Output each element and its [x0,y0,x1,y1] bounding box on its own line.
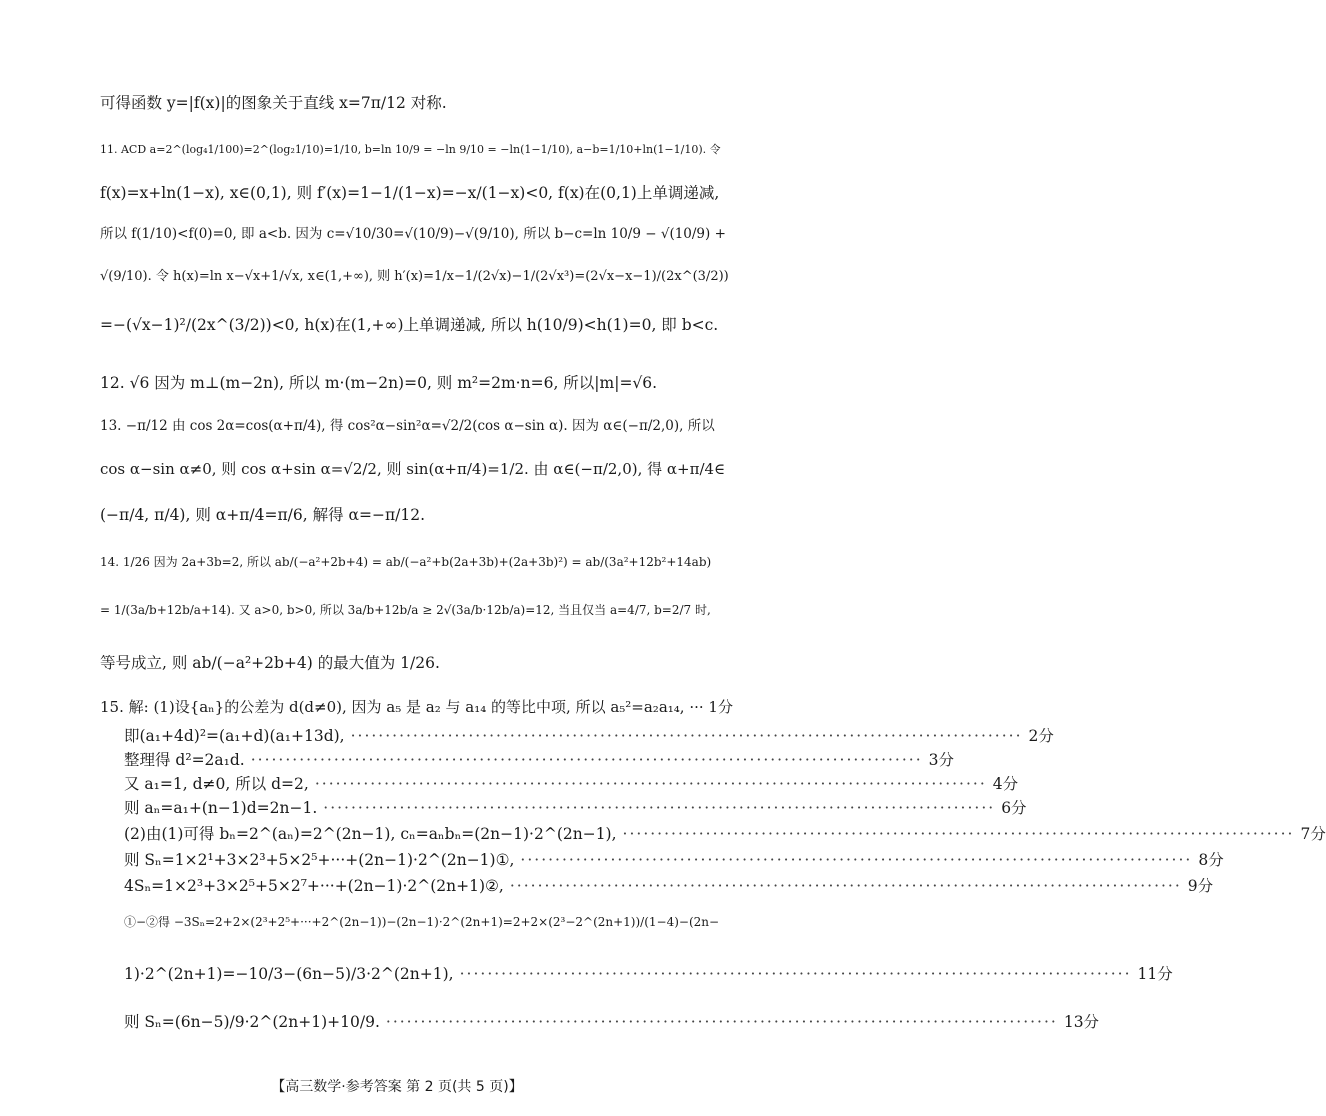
step-text: 1)·2^(2n+1)=−10/3−(6n−5)/3·2^(2n+1), [124,965,454,983]
q11-line-5: =−(√x−1)²/(2x^(3/2))<0, h(x)在(1,+∞)上单调递减, 所以 h(10/9)<h(1)=0, 即 b<c. [100,316,719,334]
q15-line-1: 15. 解: (1)设{aₙ}的公差为 d(d≠0), 因为 a₅ 是 a₂ 与 a₁₄ 的等比中项, 所以 a₅²=a₂a₁₄, ··· 1分 [100,698,733,716]
q15-step-7 [124,822,1326,844]
step-text: 又 a₁=1, d≠0, 所以 d=2, [124,775,309,793]
q15-step-2 [124,724,1054,746]
step-score: 2分 [1028,727,1054,745]
q15-step-13 [124,1010,1100,1032]
q11-line-3: 所以 f(1/10)<f(0)=0, 即 a<b. 因为 c=√10/30=√(10/9)−√(9/10), 所以 b−c=ln 10/9 − √(10/9) + [100,226,726,242]
q12-line: 12. √6 因为 m⊥(m−2n), 所以 m·(m−2n)=0, 则 m²=2m·n=6, 所以|m|=√6. [100,374,658,392]
leader-dots: ································································································· [459,965,1132,983]
step-text: 整理得 d²=2a₁d. [124,751,245,769]
step-text: 4Sₙ=1×2³+3×2⁵+5×2⁷+···+(2n−1)·2^(2n+1)②, [124,877,504,895]
q15-step-6 [124,796,1027,818]
q14-line-1: 14. 1/26 因为 2a+3b=2, 所以 ab/(−a²+2b+4) = ab/(−a²+b(2a+3b)+(2a+3b)²) = ab/(3a²+12b²+14ab) [100,555,712,569]
q15-step-11 [124,962,1173,984]
leader-dots: ································································································· [622,825,1295,843]
q14-line-2: = 1/(3a/b+12b/a+14). 又 a>0, b>0, 所以 3a/b+12b/a ≥ 2√(3a/b·12b/a)=12, 当且仅当 a=4/7, b=2/7 时, [100,603,711,617]
step-text: 即(a₁+4d)²=(a₁+d)(a₁+13d), [124,727,345,745]
step-text: 则 aₙ=a₁+(n−1)d=2n−1. [124,799,318,817]
leader-dots: ································································································· [323,799,996,817]
leader-dots: ································································································· [350,727,1023,745]
leader-dots: ································································································· [385,1013,1058,1031]
step-text: 则 Sₙ=(6n−5)/9·2^(2n+1)+10/9. [124,1013,380,1031]
step-text: (2)由(1)可得 bₙ=2^(aₙ)=2^(2n−1), cₙ=aₙbₙ=(2n−1)·2^(2n−1), [124,825,617,843]
q13-line-2: cos α−sin α≠0, 则 cos α+sin α=√2/2, 则 sin(α+π/4)=1/2. 由 α∈(−π/2,0), 得 α+π/4∈ [100,460,726,478]
q11-line-4: √(9/10). 令 h(x)=ln x−√x+1/√x, x∈(1,+∞), 则 h′(x)=1/x−1/(2√x)−1/(2√x³)=(2√x−x−1)/(2x^(3/2)) [100,269,729,284]
q15-step-10a: ①−②得 −3Sₙ=2+2×(2³+2⁵+···+2^(2n−1))−(2n−1)·2^(2n+1)=2+2×(2³−2^(2n+1))/(1−4)−(2n− [124,915,720,929]
q14-line-3: 等号成立, 则 ab/(−a²+2b+4) 的最大值为 1/26. [100,654,440,672]
page-footer: 【高三数学·参考答案 第 2 页(共 5 页)】 [271,1079,523,1095]
leader-dots: ································································································· [509,877,1182,895]
step-score: 9分 [1187,877,1214,895]
step-text: 则 Sₙ=1×2¹+3×2³+5×2⁵+···+(2n−1)·2^(2n−1)①, [124,851,515,869]
step-score: 13分 [1063,1013,1100,1031]
step-score: 8分 [1198,851,1224,869]
q13-line-1: 13. −π/12 由 cos 2α=cos(α+π/4), 得 cos²α−sin²α=√2/2(cos α−sin α). 因为 α∈(−π/2,0), 所以 [100,418,715,434]
step-score: 11分 [1137,965,1173,983]
step-score: 4分 [992,775,1019,793]
q15-step-4 [124,772,1019,794]
leader-dots: ································································································· [520,851,1193,869]
step-score: 3分 [928,751,955,769]
leader-dots: ································································································· [314,775,987,793]
conclusion-line: 可得函数 y=|f(x)|的图象关于直线 x=7π/12 对称. [100,94,447,112]
q13-line-3: (−π/4, π/4), 则 α+π/4=π/6, 解得 α=−π/12. [100,506,426,524]
step-score: 7分 [1300,825,1326,843]
q15-step-9 [124,874,1214,896]
q15-step-3 [124,748,955,770]
step-score: 6分 [1001,799,1027,817]
leader-dots: ································································································· [250,751,923,769]
q11-line-2: f(x)=x+ln(1−x), x∈(0,1), 则 f′(x)=1−1/(1−x)=−x/(1−x)<0, f(x)在(0,1)上单调递减, [100,184,720,202]
q11-line-1: 11. ACD a=2^(log₄1/100)=2^(log₂1/10)=1/10, b=ln 10/9 = −ln 9/10 = −ln(1−1/10), a−b=1/10+ln(1−1/10). 令 [100,143,721,156]
q15-step-8 [124,848,1224,870]
